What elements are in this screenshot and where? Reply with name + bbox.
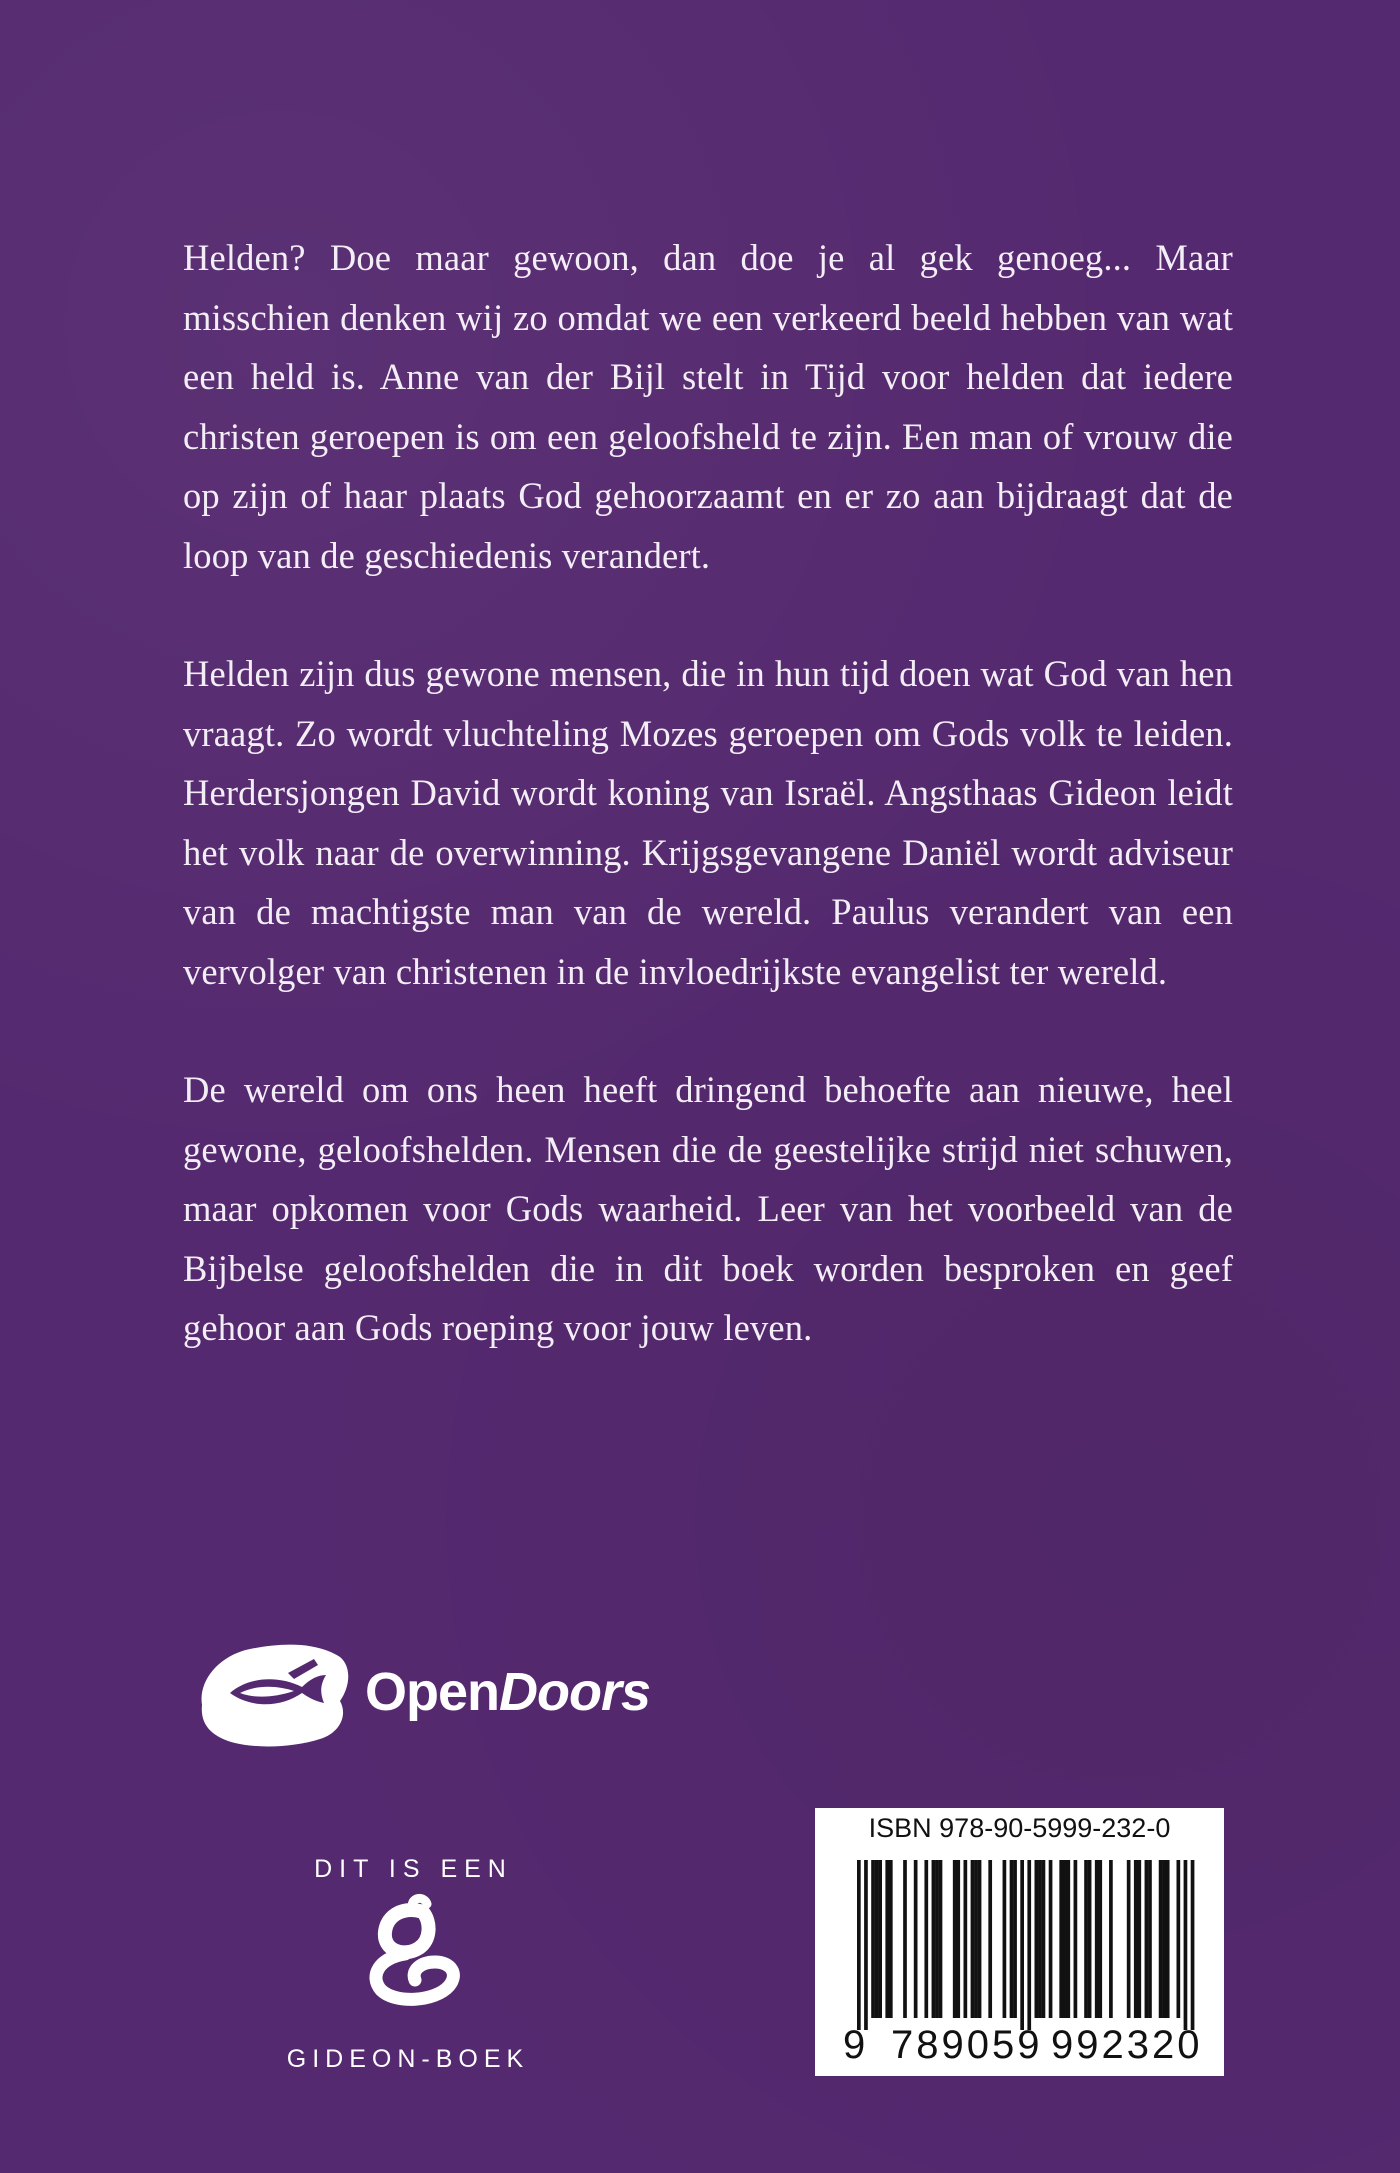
barcode-bar	[1191, 1860, 1195, 2030]
barcode-digits-left: 789059	[891, 2023, 1043, 2067]
isbn-label: ISBN 978-90-5999-232-0	[868, 1813, 1171, 1843]
barcode-bar	[1145, 1860, 1149, 2018]
open-doors-fish-logo-icon	[190, 1635, 355, 1755]
blurb-paragraph-3: De wereld om ons heen heeft dringend behoefte aan nieuwe, heel gewone, geloofshelden. Mensen die de geestelijke strijd niet schuwen, maar opkomen voor Gods waarheid. Leer van het voorbeeld van de Bijbelse geloofshelden die in dit boek worden besproken en geef gehoor aan Gods roeping voor jouw leven.	[183, 1069, 1233, 1348]
barcode-bar	[1088, 1860, 1092, 2018]
barcode-bar	[1059, 1860, 1063, 2018]
barcode-bar	[953, 1860, 957, 2018]
barcode-bar	[1098, 1860, 1102, 2018]
barcode-bar	[914, 1860, 918, 2018]
barcode-bar	[939, 1860, 943, 2018]
barcode-bar	[1137, 1860, 1141, 2018]
barcode-bar	[1003, 1860, 1007, 2018]
barcode-bar	[1038, 1860, 1042, 2018]
barcode-bar	[885, 1860, 889, 2018]
barcode-bar	[1063, 1860, 1067, 2018]
barcode-bar	[903, 1860, 907, 2018]
barcode-bar	[932, 1860, 936, 2018]
barcode-bar	[1095, 1860, 1099, 2018]
barcode-bar	[1109, 1860, 1113, 2018]
barcode-bar	[889, 1860, 893, 2018]
barcode-bar	[1013, 1860, 1017, 2018]
barcode-bar	[1049, 1860, 1053, 2018]
barcode-bar	[1184, 1860, 1188, 2030]
barcode-bars	[815, 1860, 1224, 2030]
barcode-bar	[1148, 1860, 1152, 2018]
barcode-bar	[1027, 1860, 1031, 2030]
gideon-g-logo-icon	[355, 1892, 465, 2007]
blurb-paragraph-2: Helden zijn dus gewone mensen, die in hun tijd doen wat God van hen vraagt. Zo wordt vluchteling Mozes geroepen om Gods volk te leiden. Herdersjongen David wordt koning van Israël. Angsthaas Gideon leidt het volk naar de overwinning. Krijgsgevangene Daniël wordt adviseur van de machtigste man van de wereld. Paulus verandert van een vervolger van christenen in de invloedrijkste evangelist ter wereld.	[183, 653, 1233, 992]
isbn-barcode	[815, 1808, 1224, 2076]
logo-word-doors: Doors	[499, 1662, 651, 1722]
barcode-digits-right: 992320	[1051, 2023, 1203, 2067]
barcode-bar	[1066, 1860, 1070, 2018]
barcode-bar	[971, 1860, 975, 2018]
open-doors-logo	[190, 1635, 650, 1755]
barcode-bar	[935, 1860, 939, 2018]
barcode-bar	[1035, 1860, 1039, 2018]
barcode-bar	[924, 1860, 928, 2018]
logo-word-open: Open	[365, 1662, 500, 1722]
barcode-bar	[1042, 1860, 1046, 2018]
barcode-bar	[1166, 1860, 1170, 2018]
barcode-bar	[1177, 1860, 1181, 2018]
barcode-bar	[875, 1860, 879, 2018]
barcode-bar	[878, 1860, 882, 2018]
blurb-text	[183, 228, 1233, 1417]
barcode-bar	[1074, 1860, 1078, 2018]
barcode-bar	[1010, 1860, 1014, 2018]
barcode-bar	[1162, 1860, 1166, 2018]
barcode-bar	[857, 1860, 861, 2030]
barcode-bar	[1159, 1860, 1163, 2018]
gideon-imprint	[270, 1855, 550, 2073]
barcode-bar	[871, 1860, 875, 2018]
barcode-bar	[1134, 1860, 1138, 2018]
barcode-digit-first: 9	[843, 2023, 866, 2067]
barcode-bar	[974, 1860, 978, 2018]
barcode-bar	[1127, 1860, 1131, 2018]
barcode-bar	[988, 1860, 992, 2018]
barcode-bar	[1020, 1860, 1024, 2030]
imprint-pre-text: DIT IS EEN	[314, 1855, 513, 1883]
barcode-bar	[1084, 1860, 1088, 2018]
open-doors-wordmark	[365, 1657, 650, 1727]
barcode-bar	[864, 1860, 868, 2030]
imprint-post-text: GIDEON-BOEK	[286, 2045, 530, 2073]
blurb-paragraph-1: Helden? Doe maar gewoon, dan doe je al gek genoeg... Maar misschien denken wij zo omdat we een verkeerd beeld hebben van wat een held is. Anne van der Bijl stelt in Tijd voor helden dat iedere christen geroepen is om een geloofsheld te zijn. Een man of vrouw die op zijn of haar plaats God gehoorzaamt en er zo aan bijdraagt dat de loop van de geschiedenis verandert.	[183, 237, 1233, 576]
barcode-bar	[964, 1860, 968, 2018]
barcode-bar	[978, 1860, 982, 2018]
barcode-bar	[956, 1860, 960, 2018]
